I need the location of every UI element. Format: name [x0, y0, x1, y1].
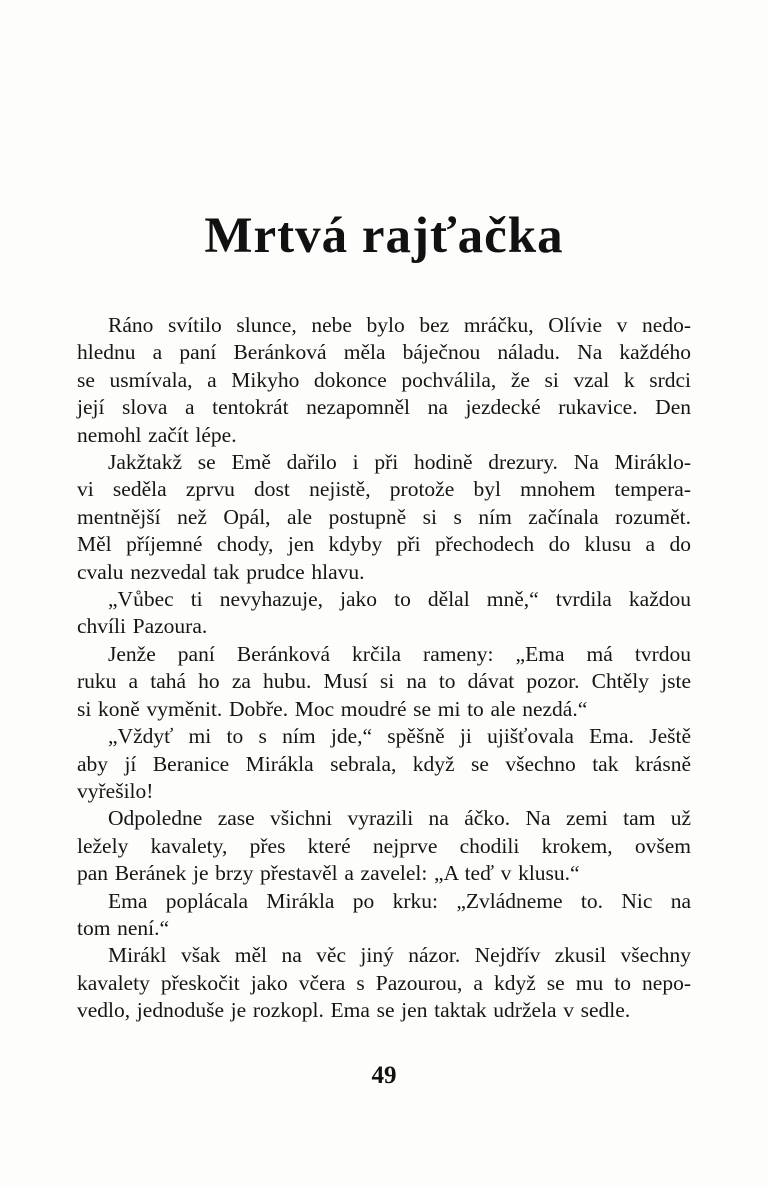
text-line: chvíli Pazoura. — [77, 614, 208, 639]
text-line: tom není.“ — [77, 915, 170, 940]
text-line: Ráno svítilo slunce, nebe bylo bez mráčku, Olívie v nedo- — [108, 313, 691, 337]
paragraph — [77, 312, 691, 449]
text-line: cvalu nezvedal tak prudce hlavu. — [77, 559, 365, 584]
paragraph — [77, 805, 691, 887]
text-line: mentnější než Opál, ale postupně si s ním začínala rozumět. — [77, 504, 691, 529]
text-line: Jakžtakž se Emě dařilo i při hodině drezury. Na Miráklo- — [108, 450, 691, 475]
text-line: kavalety přeskočit jako včera s Pazourou, a když se mu to nepo- — [77, 970, 691, 995]
paragraph — [77, 723, 691, 805]
body-text — [77, 312, 691, 1025]
text-line: pan Beránek je brzy přestavěl a zavelel: „A teď v klusu.“ — [77, 861, 580, 886]
text-line: se usmívala, a Mikyho dokonce pochválila, že si vzal k srdci — [77, 367, 691, 392]
page-number: 49 — [371, 1062, 397, 1089]
text-line: si koně vyměnit. Dobře. Moc moudré se mi to ale nezdá.“ — [77, 696, 588, 721]
text-line: vi seděla zprvu dost nejistě, protože byl mnohem tempera- — [77, 477, 691, 502]
text-line: hlednu a paní Beránková měla báječnou náladu. Na každého — [77, 340, 691, 365]
text-line: Odpoledne zase všichni vyrazili na áčko. Na zemi tam už — [108, 806, 691, 831]
chapter-title: Mrtvá rajťačka — [204, 208, 564, 264]
text-line: Jenže paní Beránková krčila rameny: „Ema má tvrdou — [108, 641, 691, 666]
text-line: Měl příjemné chody, jen kdyby při přechodech do klusu a do — [77, 532, 691, 557]
paragraph — [77, 641, 691, 723]
paragraph — [77, 942, 691, 1024]
text-line: ležely kavalety, přes které nejprve chodili krokem, ovšem — [77, 833, 691, 858]
text-line: vedlo, jednoduše je rozkopl. Ema se jen taktak udržela v sedle. — [77, 998, 631, 1023]
text-line: Ema poplácala Mirákla po krku: „Zvládneme to. Nic na — [108, 888, 691, 913]
paragraph — [77, 888, 691, 943]
text-line: vyřešilo! — [77, 778, 154, 803]
text-line: „Vždyť mi to s ním jde,“ spěšně ji ujišťovala Ema. Ještě — [108, 724, 691, 749]
text-line: Mirákl však měl na věc jiný názor. Nejdřív zkusil všechny — [108, 943, 691, 968]
text-line: ruku a tahá ho za hubu. Musí si na to dávat pozor. Chtěly jste — [77, 669, 691, 694]
text-line: aby jí Beranice Mirákla sebrala, když se všechno tak krásně — [77, 751, 691, 776]
text-line: „Vůbec ti nevyhazuje, jako to dělal mně,“ tvrdila každou — [108, 587, 691, 612]
paragraph — [77, 586, 691, 641]
text-line: nemohl začít lépe. — [77, 422, 237, 447]
paragraph — [77, 449, 691, 586]
text-line: její slova a tentokrát nezapomněl na jezdecké rukavice. Den — [77, 395, 691, 420]
